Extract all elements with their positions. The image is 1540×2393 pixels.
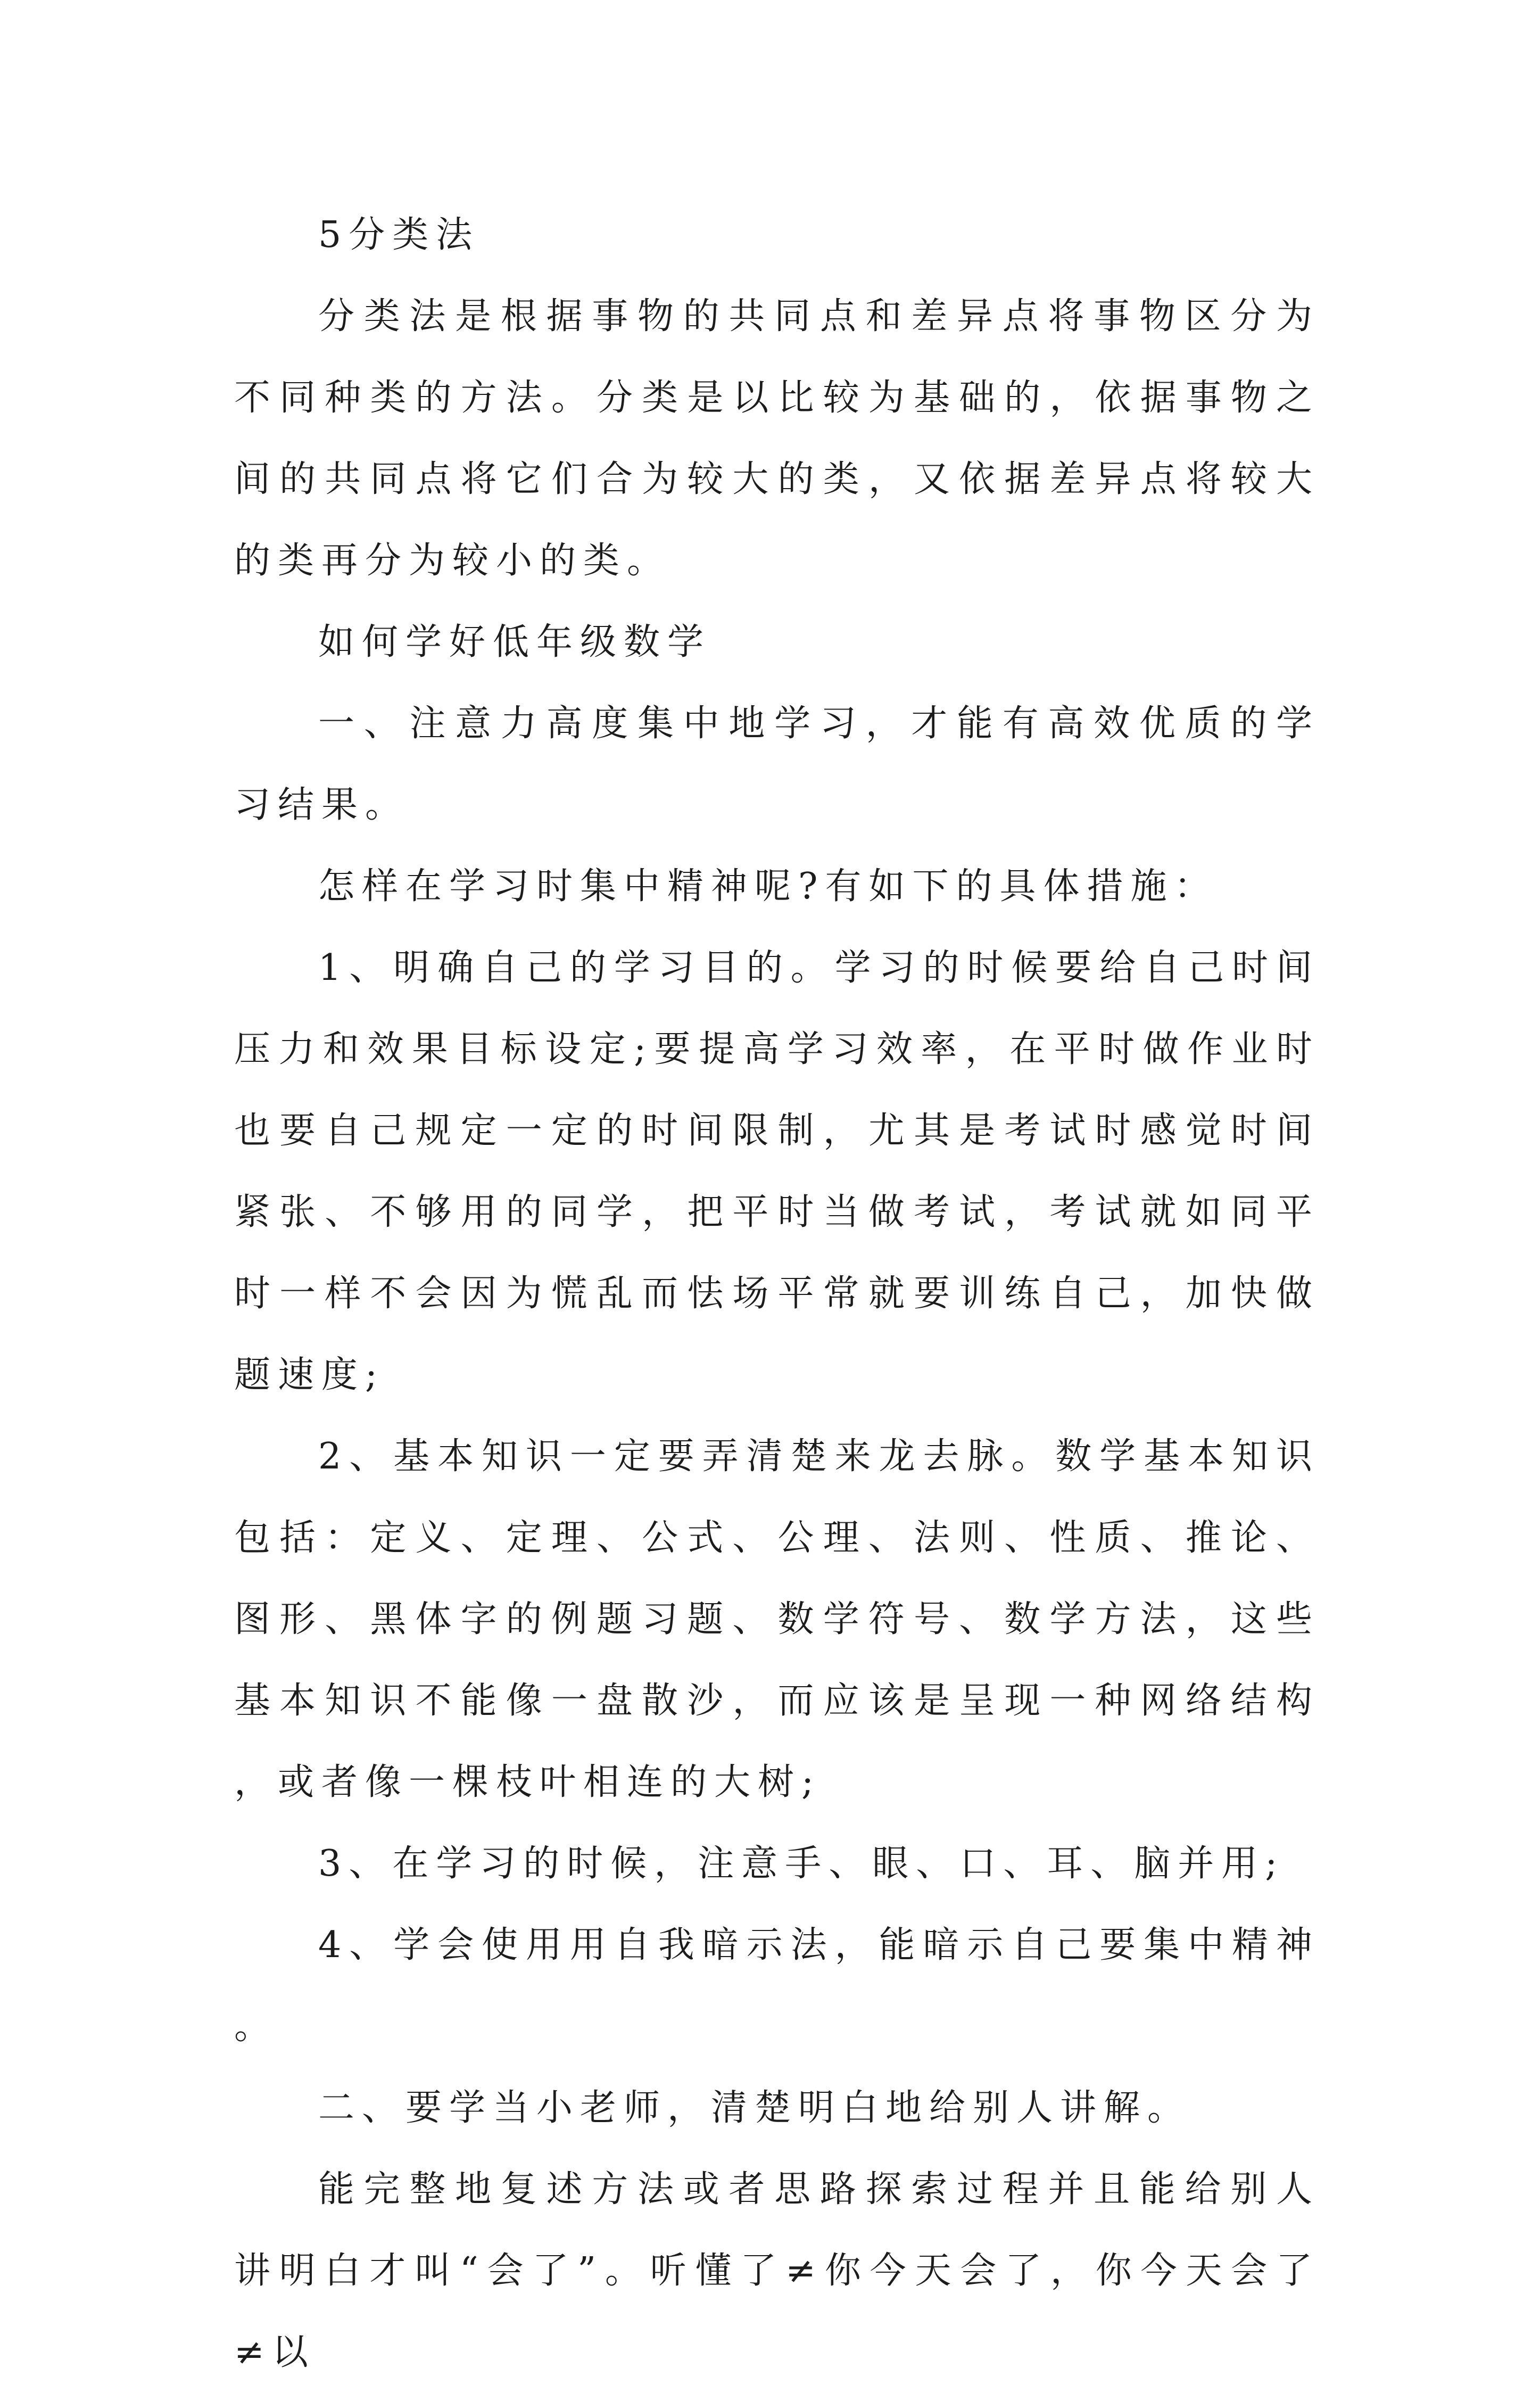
list-item-1: 1、明确自己的学习目的。学习的时候要给自己时间压力和效果目标设定;要提高学习效率，在平时做作业时也要自己规定一定的时间限制，尤其是考试时感觉时间紧张、不够用的同学，把平时当做考试，考试就如同平时一样不会因为慌乱而怯场平常就要训练自己，加快做题速度;: [234, 947, 1320, 1396]
paragraph-how-to-focus: 怎样在学习时集中精神呢?有如下的具体措施：: [318, 865, 1218, 907]
list-item-4: 4、学会使用用自我暗示法，能暗示自己要集中精神。: [234, 1924, 1320, 2048]
document-body: [234, 194, 1320, 2393]
list-item-3: 3、在学习的时候，注意手、眼、口、耳、脑并用;: [318, 1843, 1285, 1885]
paragraph-point-one: 一、注意力高度集中地学习，才能有高效优质的学习结果。: [234, 703, 1320, 826]
section-heading-learn-math: 如何学好低年级数学: [318, 621, 711, 663]
paragraph-point-two: 二、要学当小老师，清楚明白地给别人讲解。: [318, 2087, 1191, 2129]
paragraph-explain-to-others: 能完整地复述方法或者思路探索过程并且能给别人讲明白才叫“会了”。听懂了≠你今天会了，你今天会了≠以: [234, 2168, 1320, 2373]
section-heading-classification: 5分类法: [318, 214, 480, 256]
paragraph-classification-definition: 分类法是根据事物的共同点和差异点将事物区分为不同种类的方法。分类是以比较为基础的，依据事物之间的共同点将它们合为较大的类，又依据差异点将较大的类再分为较小的类。: [234, 295, 1320, 582]
list-item-2: 2、基本知识一定要弄清楚来龙去脉。数学基本知识包括：定义、定理、公式、公理、法则、性质、推论、图形、黑体字的例题习题、数学符号、数学方法，这些基本知识不能像一盘散沙，而应该是呈现一种网络结构，或者像一棵枝叶相连的大树;: [234, 1435, 1320, 1803]
